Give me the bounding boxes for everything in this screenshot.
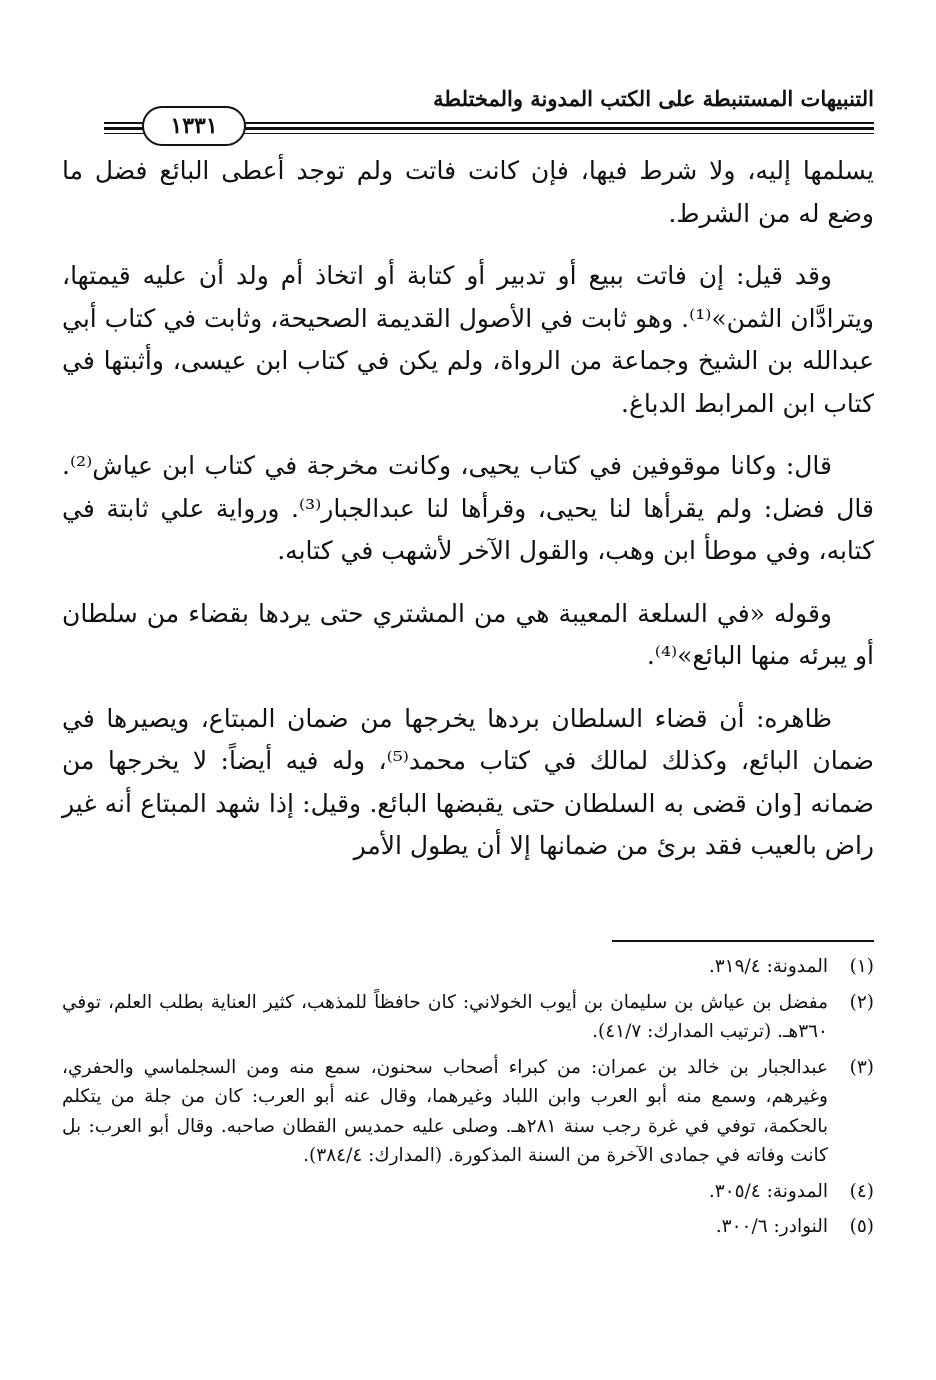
page-number: ١٣٣١: [142, 106, 246, 146]
footnote-text: النوادر: ٣٠٠/٦.: [715, 1216, 828, 1237]
footnote-text: عبدالجبار بن خالد بن عمران: من كبراء أصحاب سحنون، سمع منه ومن السجلماسي والحفري، وغيرهم، وسمع منه أبو العرب وابن اللباد وغيرهما، وقال عنه أبو العرب: كان من جلة من يتكلم بالحكمة، توفي في غرة رجب سنة ٢٨١هـ. وصلى عليه حمديس القطان صاحبه. وقال أبو العرب: بل كانت وفاته في جمادى الآخرة من السنة المذكورة. (المدارك: ٣٨٤/٤).: [62, 1056, 828, 1166]
footnote-number: (٤): [849, 1180, 874, 1202]
footnote: [62, 988, 874, 1047]
footnote: [62, 1177, 874, 1207]
paragraph: وقوله «في السلعة المعيبة هي من المشتري حتى يردها بقضاء من سلطان أو يبرئه منها البائع»⁽⁴⁾.: [62, 598, 874, 670]
running-title: التنبيهات المستنبطة على الكتب المدونة والمختلطة: [433, 86, 874, 111]
footnote: [62, 952, 874, 982]
footnote-separator: [612, 940, 874, 942]
paragraph: ظاهره: أن قضاء السلطان بردها يخرجها من ضمان المبتاع، ويصيرها في ضمان البائع، وكذلك لمالك في كتاب محمد⁽⁵⁾، وله فيه أيضاً: لا يخرجها من ضمانه [وان قضى به السلطان حتى يقبضها البائع. وقيل: إذا شهد المبتاع أنه غير راض بالعيب فقد برئ من ضمانها إلا أن يطول الأمر: [62, 703, 875, 860]
footnote: [62, 1053, 874, 1171]
footnotes: [62, 952, 874, 1248]
footnote-text: المدونة: ٣٠٥/٤.: [708, 1180, 828, 1202]
footnote-number: (٢): [849, 991, 874, 1013]
footnote-number: (٣): [849, 1056, 874, 1078]
main-text: [62, 150, 874, 888]
paragraph: وقد قيل: إن فاتت ببيع أو تدبير أو كتابة أو اتخاذ أم ولد أن عليه قيمتها، ويترادَّان الثمن»⁽¹⁾. وهو ثابت في الأصول القديمة الصحيحة، وثابت في كتاب أبي عبدالله بن الشيخ وجماعة من الرواة، ولم يكن في كتاب ابن عيسى، وأثبتها في كتاب ابن المرابط الدباغ.: [62, 261, 874, 418]
paragraph: يسلمها إليه، ولا شرط فيها، فإن كانت فاتت ولم توجد أعطى البائع فضل ما وضع له من الشرط.: [62, 156, 874, 228]
footnote-number: (٥): [849, 1216, 874, 1237]
paragraph: قال: وكانا موقوفين في كتاب يحيى، وكانت مخرجة في كتاب ابن عياش⁽²⁾. قال فضل: ولم يقرأها لنا يحيى، وقرأها لنا عبدالجبار⁽³⁾. ورواية علي ثابتة في كتابه، وفي موطأ ابن وهب، والقول الآخر لأشهب في كتابه.: [62, 451, 874, 565]
footnote-text: مفضل بن عياش بن سليمان بن أيوب الخولاني: كان حافظاً للمذهب، كثير العناية بطلب العلم، توفي ٣٦٠هـ. (ترتيب المدارك: ٤١/٧).: [62, 991, 828, 1042]
footnote-text: المدونة: ٣١٩/٤.: [708, 956, 828, 977]
footnote-number: (١): [849, 956, 874, 977]
footnote: [62, 1212, 874, 1242]
